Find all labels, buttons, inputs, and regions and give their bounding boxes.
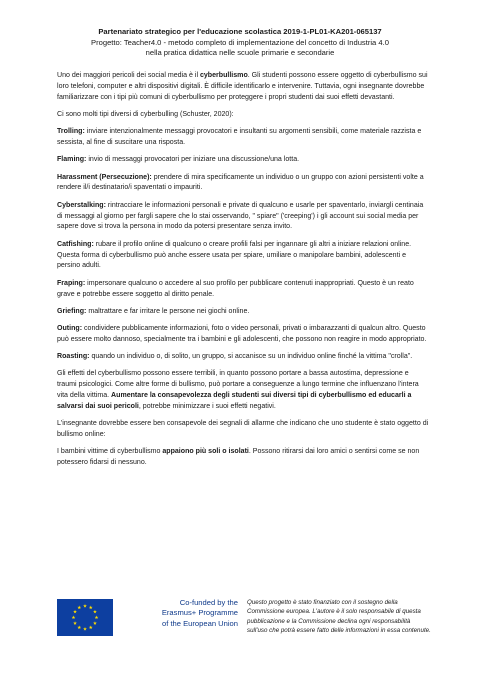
victims-text-b: . Possono ritirarsi dai loro amici o sentirsi come se non potessero fidarsi di nessuno.: [57, 448, 420, 467]
type-description: prendere di mira specificamente un individuo o un gruppo con azioni persistenti volte a rendere il/i destinatario/i spaventati o impauriti.: [57, 173, 424, 192]
page-footer: [57, 597, 432, 641]
type-paragraph-catfishing: [57, 240, 429, 273]
type-paragraph-griefing: [57, 307, 429, 318]
victims-paragraph: [57, 447, 429, 469]
page-header: [40, 27, 440, 59]
erasmus-cofund-text: [120, 598, 238, 629]
type-paragraph-roasting: [57, 352, 429, 363]
signals-paragraph: L'insegnante dovrebbe essere ben consapevole dei segnali di allarme che indicano che uno studente è stato oggetto di bullismo online:: [57, 420, 429, 439]
type-term: Catfishing:: [57, 240, 94, 248]
eu-flag-icon: [57, 599, 113, 636]
effects-text-a: Gli effetti del cyberbullismo possono essere terribili, in quanto possono portare a bassa autostima, depressione e traumi psicologici. Come altre forme di bullismo, può portare a conseguenze a lungo termine che influenzano l'intera vita della vittima.: [57, 370, 419, 400]
type-description: inviare intenzionalmente messaggi provocatori e insultanti su argomenti sensibili, come materiale razzista e sessista, al fine di suscitare una risposta.: [57, 128, 422, 147]
type-description: condividere pubblicamente informazioni, foto o video personali, privati o imbarazzanti di qualcun altro. Questo può essere molto dannoso, specialmente tra i bambini e gli adolescenti, che possono non reagire in modo appropriato.: [57, 324, 427, 343]
intro-paragraph: [57, 71, 429, 104]
header-subtitle-line: nella pratica didattica nelle scuole primarie e secondarie: [145, 48, 335, 57]
type-description: quando un individuo o, di solito, un gruppo, si accanisce su un individuo online finché la vittima "crolla".: [89, 353, 413, 361]
type-term: Flaming:: [57, 156, 87, 164]
type-term: Harassment (Persecuzione):: [57, 173, 152, 181]
intro-bold-term: cyberbullismo: [199, 72, 248, 79]
effects-text-b: , potrebbe minimizzare i suoi effetti negativi.: [138, 403, 276, 411]
effects-bold-text: Aumentare la consapevolezza degli studenti sui diversi tipi di cyberbullismo ed educarli a salvarsi dai suoi pericoli: [57, 392, 412, 411]
cofund-line: of the European Union: [162, 618, 238, 628]
document-body: [57, 71, 429, 475]
type-term: Cyberstalking:: [57, 201, 106, 209]
eu-disclaimer: Questo progetto è stato finanziato con il sostegno della Commissione europea. L'autore è il solo responsabile di questa pubblicazione e la Commissione declina ogni responsabilità sull'uso che potrà essere fatto delle informazioni in essa contenute.: [247, 599, 431, 635]
header-project-line: Progetto: Teacher4.0 - metodo completo di implementazione del concetto di Industria 4.0: [91, 37, 389, 47]
cofund-line: Erasmus+ Programme: [161, 608, 238, 618]
type-paragraph-cyberstalking: [57, 201, 429, 234]
type-term: Outing:: [57, 324, 83, 332]
type-paragraph-fraping: [57, 279, 429, 301]
type-description: rintracciare le informazioni personali e private di qualcuno e usarle per spaventarlo, inviargli centinaia di messaggi al giorno per fargli sapere che lo stai osservando, " spiare" ('creeping') i gli account sui social media per sapere dove si trova la persona in modo da potersi presentare senza invito.: [57, 201, 424, 231]
type-term: Trolling:: [57, 128, 85, 136]
type-term: Fraping:: [57, 279, 86, 287]
type-paragraph-outing: [57, 324, 429, 346]
type-paragraph-harassment: [57, 173, 429, 195]
effects-paragraph: [57, 369, 429, 413]
type-term: Roasting:: [57, 353, 90, 361]
type-description: invio di messaggi provocatori per iniziare una discussione/una lotta.: [86, 156, 300, 164]
type-description: maltrattare e far irritare le persone nei giochi online.: [86, 307, 250, 315]
types-intro-paragraph: Ci sono molti tipi diversi di cyberbulling (Schuster, 2020):: [57, 111, 234, 119]
type-term: Griefing:: [57, 307, 87, 315]
eu-flag-graphic: [57, 599, 113, 636]
intro-text-b: . Gli studenti possono essere oggetto di cyberbullismo sui loro telefoni, computer e altri dispositivi digitali. È difficile identificarlo e intervenire. Tuttavia, ogni insegnante dovrebbe familiarizzare con i tipi più comuni di cyberbullismo per proteggere i propri studenti dai suoi effetti devastanti.: [57, 72, 428, 101]
type-paragraph-trolling: [57, 127, 429, 149]
victims-bold-text: appaiono più soli o isolati: [162, 448, 249, 456]
type-description: impersonare qualcuno o accedere al suo profilo per pubblicare contenuti inappropriati. Questo è un reato grave e potrebbe essere soggetto al diritto penale.: [57, 279, 414, 298]
intro-text-a: Uno dei maggiori pericoli dei social media è il: [57, 72, 200, 79]
cofund-line: Co-funded by the: [179, 598, 238, 607]
header-title: Partenariato strategico per l'educazione scolastica 2019-1-PL01-KA201-065137: [98, 27, 382, 36]
type-paragraph-flaming: [57, 155, 429, 166]
type-description: rubare il profilo online di qualcuno o creare profili falsi per ingannare gli altri a iniziare relazioni online. Questa forma di cyberbullismo può anche essere usata per spiare, umiliare o manipolare bambini, adolescenti e persino adulti.: [57, 240, 412, 270]
victims-text-a: I bambini vittime di cyberbullismo: [57, 448, 163, 456]
